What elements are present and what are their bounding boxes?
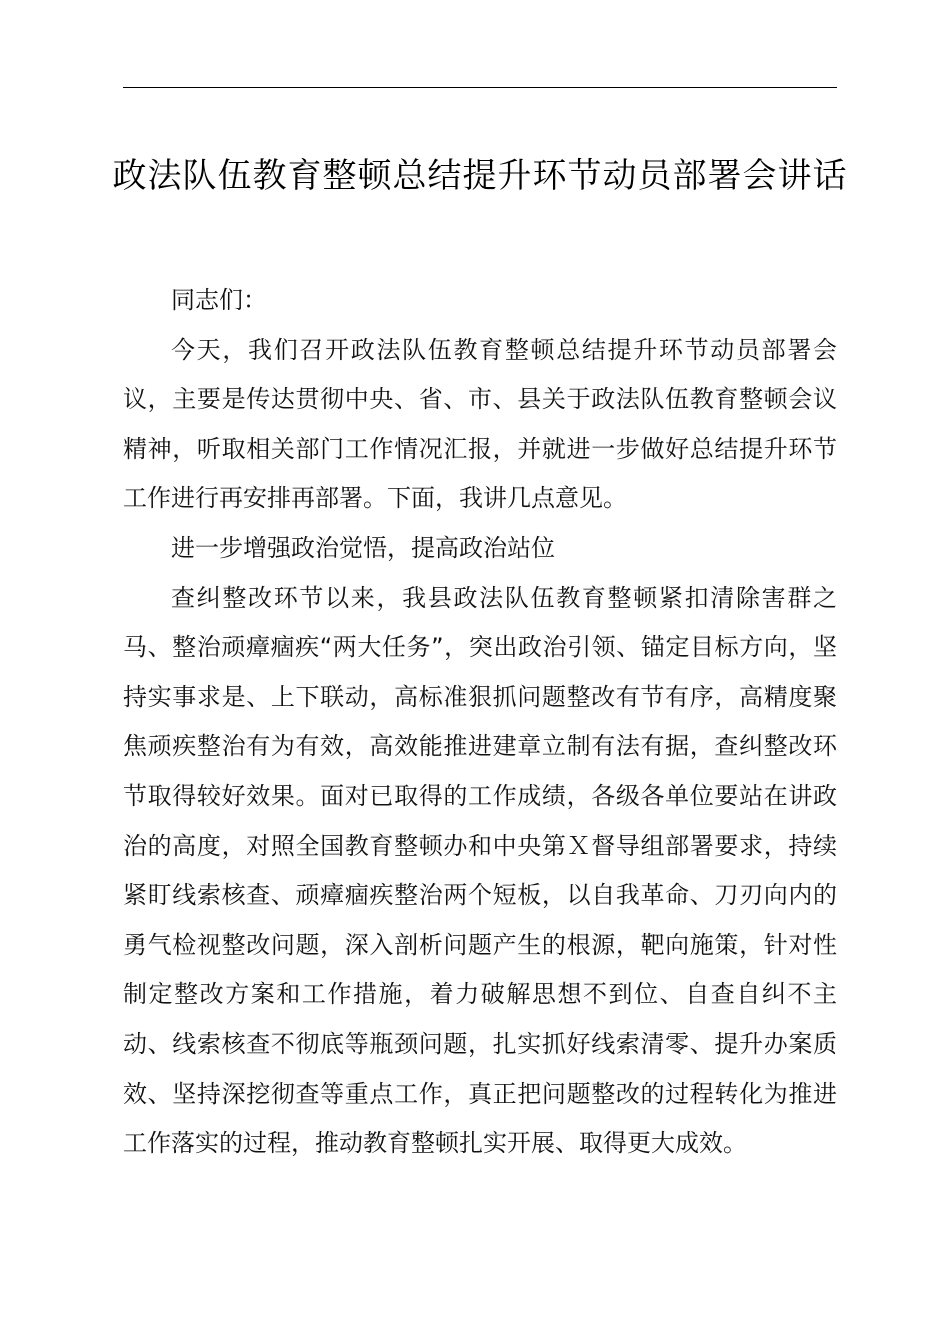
document-title: 政法队伍教育整顿总结提升环节动员部署会讲话 xyxy=(112,156,848,196)
body-paragraph: 查纠整改环节以来，我县政法队伍教育整顿紧扣清除害群之马、整治顽瘴痼疾“两大任务”，突出政治引领、锚定目标方向，坚持实事求是、上下联动，高标准狠抓问题整改有节有序，高精度聚焦顽疾整治有为有效，高效能推进建章立制有法有据，查纠整改环节取得较好效果。面对已取得的工作成绩，各级各单位要站在讲政治的高度，对照全国教育整顿办和中央第Ｘ督导组部署要求，持续紧盯线索核查、顽瘴痼疾整治两个短板，以自我革命、刀刃向内的勇气检视整改问题，深入剖析问题产生的根源，靶向施策，针对性制定整改方案和工作措施，着力破解思想不到位、自查自纠不主动、线索核查不彻底等瓶颈问题，扎实抓好线索清零、提升办案质效、坚持深挖彻查等重点工作，真正把问题整改的过程转化为推进工作落实的过程，推动教育整顿扎实开展、取得更大成效。 xyxy=(123,583,837,1158)
salutation: 同志们： xyxy=(171,286,267,314)
document-body xyxy=(123,276,837,1169)
header-rule xyxy=(123,87,837,88)
section-heading: 进一步增强政治觉悟，提高政治站位 xyxy=(171,533,555,562)
intro-paragraph: 今天，我们召开政法队伍教育整顿总结提升环节动员部署会议，主要是传达贯彻中央、省、市、县关于政法队伍教育整顿会议精神，听取相关部门工作情况汇报，并就进一步做好总结提升环节工作进行再安排再部署。下面，我讲几点意见。 xyxy=(123,335,837,513)
